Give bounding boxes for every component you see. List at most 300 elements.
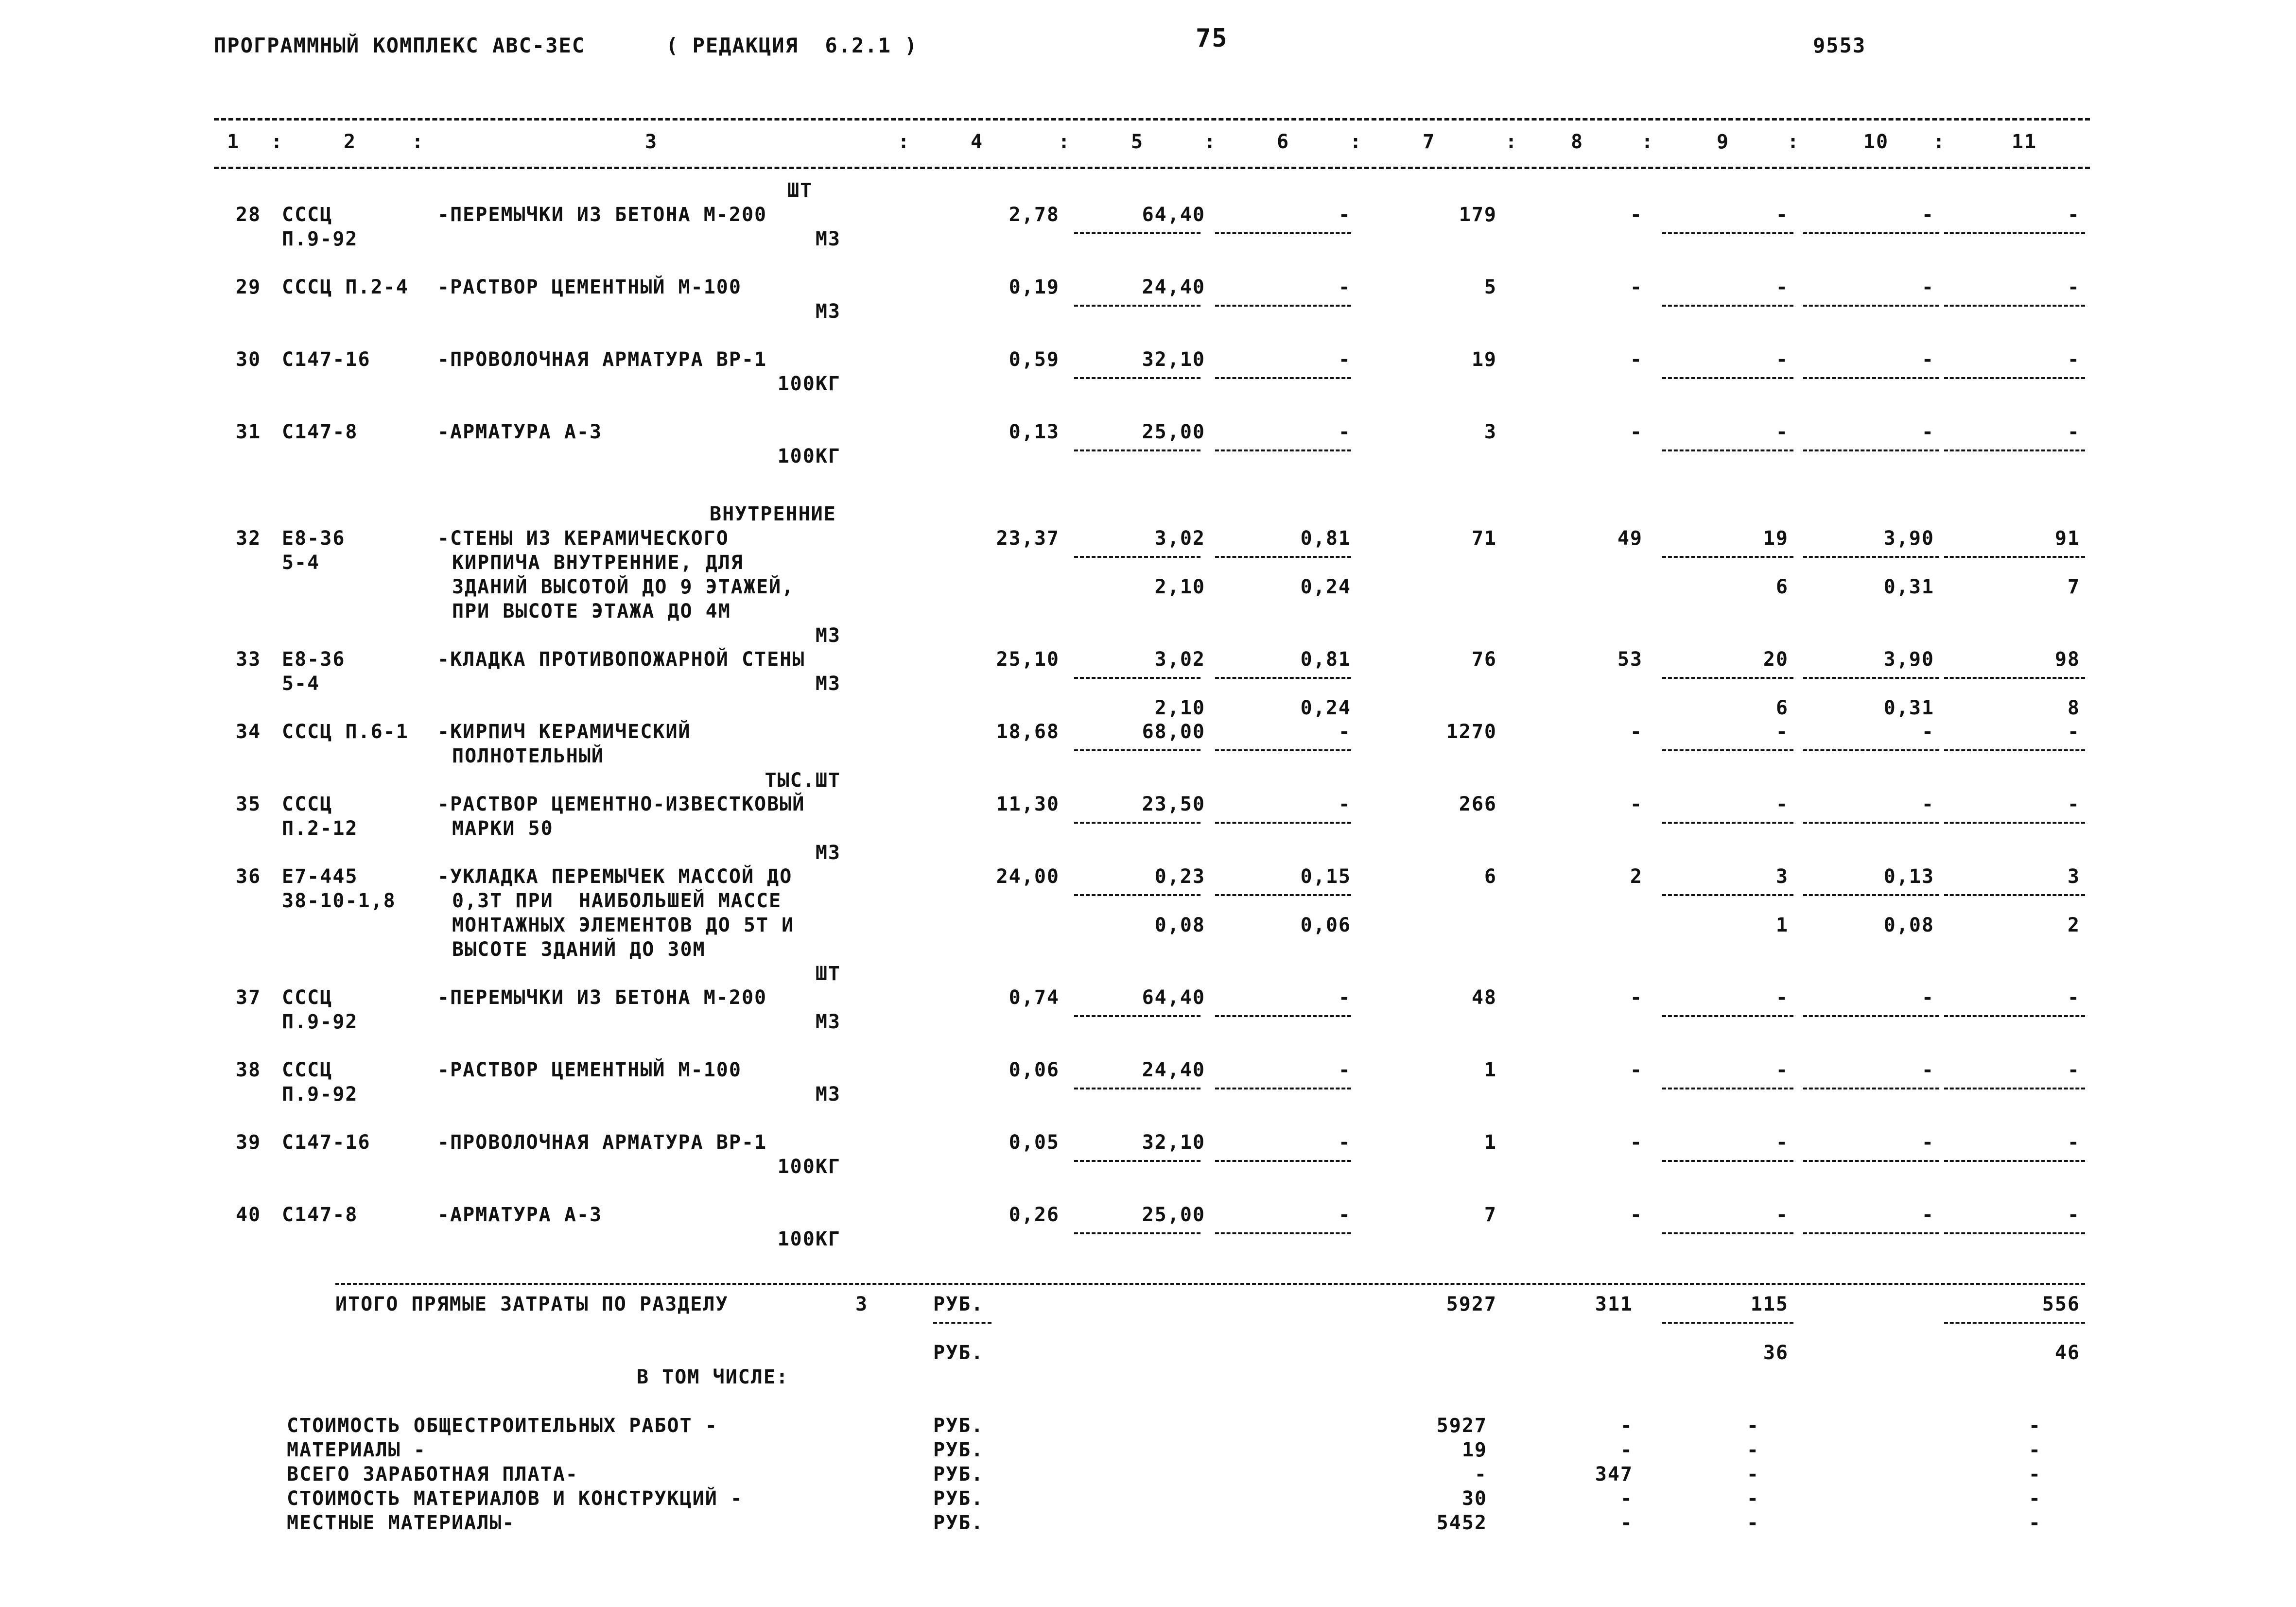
row-subrule	[1944, 822, 2085, 824]
column-header: 1	[226, 131, 240, 153]
row-cell-c5b: 2,10	[1154, 576, 1205, 598]
row-subrule	[1944, 894, 2085, 896]
row-unit: 100КГ	[777, 1228, 841, 1250]
row-subrule	[1662, 677, 1793, 679]
row-subrule	[1944, 1088, 2085, 1089]
row-cell-c11: -	[2067, 1059, 2080, 1081]
page-number: 75	[1196, 24, 1228, 53]
row-subrule	[1074, 1160, 1200, 1162]
summary-c8: -	[1620, 1487, 1633, 1510]
row-code: СССЦ	[282, 793, 333, 815]
row-subrule	[1074, 822, 1200, 824]
row-code: С147-8	[282, 421, 358, 443]
row-number: 33	[236, 648, 261, 671]
row-subrule	[1803, 677, 1939, 679]
row-description: -СТЕНЫ ИЗ КЕРАМИЧЕСКОГО	[437, 527, 729, 550]
row-cell-c6: -	[1338, 986, 1351, 1009]
row-subrule	[1074, 556, 1200, 558]
row-description: -УКЛАДКА ПЕРЕМЫЧЕК МАССОЙ ДО	[437, 865, 793, 888]
row-cell-c7: 76	[1471, 648, 1497, 671]
row-subrule	[1803, 1232, 1939, 1234]
row-cell-c10: -	[1921, 276, 1934, 298]
row-cell-c10: -	[1921, 348, 1934, 371]
row-cell-c8: -	[1630, 793, 1643, 815]
row-cell-c9b: 6	[1775, 576, 1789, 598]
row-description-line: МОНТАЖНЫХ ЭЛЕМЕНТОВ ДО 5Т И	[452, 914, 795, 936]
summary-c11: -	[2028, 1487, 2041, 1510]
row-subrule	[1215, 749, 1351, 751]
row-unit: М3	[815, 624, 841, 647]
row-cell-c9: -	[1775, 1131, 1789, 1154]
row-cell-c6: -	[1338, 348, 1351, 371]
totals-c11: 556	[2042, 1293, 2080, 1315]
totals-unit: РУБ.	[933, 1293, 984, 1315]
row-cell-c5: 3,02	[1154, 648, 1205, 671]
row-subrule	[1944, 1160, 2085, 1162]
row-cell-c11: -	[2067, 276, 2080, 298]
row-cell-c6: -	[1338, 1204, 1351, 1226]
row-code: С147-16	[282, 1131, 371, 1154]
row-number: 37	[236, 986, 261, 1009]
row-cell-c7: 1	[1484, 1059, 1497, 1081]
row-cell-c6: -	[1338, 793, 1351, 815]
row-subrule	[1662, 749, 1793, 751]
row-cell-c5: 68,00	[1142, 721, 1205, 743]
row-cell-c5: 32,10	[1142, 348, 1205, 371]
row-unit-top: ШТ	[787, 179, 813, 202]
edition: ( РЕДАКЦИЯ 6.2.1 )	[666, 34, 918, 57]
summary-unit: РУБ.	[933, 1415, 984, 1437]
row-cell-c7: 48	[1471, 986, 1497, 1009]
column-header: :	[1058, 131, 1071, 153]
totals-c11b: 46	[2054, 1342, 2080, 1364]
row-subrule	[1215, 1088, 1351, 1089]
row-cell-c11: -	[2067, 204, 2080, 226]
row-description: -ПЕРЕМЫЧКИ ИЗ БЕТОНА М-200	[437, 986, 767, 1009]
row-description-line: МАРКИ 50	[452, 817, 554, 840]
row-cell-c11: -	[2067, 721, 2080, 743]
row-cell-c11: -	[2067, 1131, 2080, 1154]
row-subrule	[1662, 1160, 1793, 1162]
program-title: ПРОГРАММНЫЙ КОМПЛЕКС АВС-3ЕС	[214, 34, 586, 57]
row-cell-c5: 3,02	[1154, 527, 1205, 550]
row-cell-c4: 0,26	[1009, 1204, 1060, 1226]
row-cell-c7: 179	[1459, 204, 1497, 226]
summary-c7: 30	[1461, 1487, 1487, 1510]
row-subrule	[1662, 556, 1793, 558]
row-subrule	[1662, 305, 1793, 307]
row-unit: ТЫС.ШТ	[765, 769, 841, 792]
row-cell-c10: -	[1921, 421, 1934, 443]
row-cell-c11: -	[2067, 1204, 2080, 1226]
totals-label: ИТОГО ПРЯМЫЕ ЗАТРАТЫ ПО РАЗДЕЛУ	[335, 1293, 729, 1315]
row-cell-c11: -	[2067, 793, 2080, 815]
row-subrule	[1944, 1232, 2085, 1234]
row-subrule	[1803, 449, 1939, 451]
row-code-secondary: П.2-12	[282, 817, 358, 840]
row-cell-c5: 23,50	[1142, 793, 1205, 815]
row-description-line: 0,3Т ПРИ НАИБОЛЬШЕЙ МАССЕ	[452, 890, 782, 912]
row-cell-c9: 19	[1763, 527, 1789, 550]
row-cell-c8: 49	[1617, 527, 1643, 550]
row-subrule	[1662, 232, 1793, 234]
row-cell-c9b: 6	[1775, 697, 1789, 719]
row-cell-c8: -	[1630, 721, 1643, 743]
row-cell-c5: 64,40	[1142, 204, 1205, 226]
row-description-line: КИРПИЧА ВНУТРЕННИЕ, ДЛЯ	[452, 552, 744, 574]
row-subrule	[1662, 822, 1793, 824]
row-description: -КЛАДКА ПРОТИВОПОЖАРНОЙ СТЕНЫ	[437, 648, 805, 671]
row-subrule	[1944, 749, 2085, 751]
summary-c9: -	[1746, 1512, 1759, 1534]
row-code: С147-16	[282, 348, 371, 371]
row-cell-c5: 64,40	[1142, 986, 1205, 1009]
row-description: -ПЕРЕМЫЧКИ ИЗ БЕТОНА М-200	[437, 204, 767, 226]
row-number: 34	[236, 721, 261, 743]
row-subrule	[1215, 232, 1351, 234]
row-cell-c7: 3	[1484, 421, 1497, 443]
row-code: С147-8	[282, 1204, 358, 1226]
row-cell-c11: 91	[2054, 527, 2080, 550]
summary-c11: -	[2028, 1439, 2041, 1461]
row-cell-c5: 25,00	[1142, 1204, 1205, 1226]
row-cell-c6b: 0,06	[1300, 914, 1351, 936]
document-code: 9553	[1813, 34, 1866, 57]
row-description: -АРМАТУРА А-3	[437, 1204, 603, 1226]
header-rule-bottom	[214, 167, 2090, 169]
row-subrule	[1662, 1088, 1793, 1089]
row-unit: 100КГ	[777, 373, 841, 395]
row-subrule	[1074, 449, 1200, 451]
totals-subrule	[1662, 1322, 1793, 1324]
row-cell-c9: -	[1775, 721, 1789, 743]
summary-label: СТОИМОСТЬ ОБЩЕСТРОИТЕЛЬНЫХ РАБОТ -	[287, 1415, 718, 1437]
row-subrule	[1803, 232, 1939, 234]
row-cell-c11: -	[2067, 986, 2080, 1009]
row-cell-c5: 0,23	[1154, 865, 1205, 888]
row-cell-c6: 0,81	[1300, 648, 1351, 671]
row-subrule	[1944, 1015, 2085, 1017]
row-cell-c9: -	[1775, 421, 1789, 443]
row-cell-c4: 0,59	[1009, 348, 1060, 371]
row-cell-c8: -	[1630, 421, 1643, 443]
row-subrule	[1803, 556, 1939, 558]
row-cell-c4: 0,74	[1009, 986, 1060, 1009]
row-code-secondary: 5-4	[282, 673, 320, 695]
row-cell-c8: -	[1630, 348, 1643, 371]
row-subrule	[1944, 449, 2085, 451]
row-cell-c9: 3	[1775, 865, 1789, 888]
row-cell-c5: 25,00	[1142, 421, 1205, 443]
summary-c7: 5927	[1436, 1415, 1487, 1437]
row-cell-c7: 1270	[1446, 721, 1497, 743]
summary-c8: -	[1620, 1512, 1633, 1534]
column-header: 10	[1863, 131, 1889, 153]
summary-label: МЕСТНЫЕ МАТЕРИАЛЫ-	[287, 1512, 515, 1534]
row-cell-c5b: 0,08	[1154, 914, 1205, 936]
row-number: 28	[236, 204, 261, 226]
row-cell-c7: 5	[1484, 276, 1497, 298]
row-cell-c8: -	[1630, 1059, 1643, 1081]
column-header: 4	[970, 131, 984, 153]
totals-c8: 311	[1595, 1293, 1633, 1315]
row-cell-c6: -	[1338, 421, 1351, 443]
row-subrule	[1944, 305, 2085, 307]
row-cell-c10: 3,90	[1883, 527, 1934, 550]
row-cell-c10: -	[1921, 1131, 1934, 1154]
row-cell-c8: -	[1630, 1131, 1643, 1154]
row-cell-c4: 2,78	[1009, 204, 1060, 226]
row-cell-c11b: 7	[2067, 576, 2080, 598]
header-rule-top	[214, 118, 2090, 121]
row-code-secondary: П.9-92	[282, 228, 358, 250]
row-subrule	[1803, 749, 1939, 751]
row-description-line: ЗДАНИЙ ВЫСОТОЙ ДО 9 ЭТАЖЕЙ,	[452, 576, 795, 598]
column-header: 3	[644, 131, 658, 153]
row-code: Е8-36	[282, 648, 346, 671]
row-cell-c6: -	[1338, 276, 1351, 298]
row-subrule	[1074, 232, 1200, 234]
row-cell-c10: -	[1921, 1059, 1934, 1081]
row-cell-c7: 1	[1484, 1131, 1497, 1154]
row-cell-c11: 3	[2067, 865, 2080, 888]
row-description: -ПРОВОЛОЧНАЯ АРМАТУРА ВР-1	[437, 1131, 767, 1154]
row-cell-c7: 19	[1471, 348, 1497, 371]
row-cell-c10: -	[1921, 721, 1934, 743]
totals-section: 3	[855, 1293, 869, 1315]
row-cell-c4: 0,05	[1009, 1131, 1060, 1154]
row-subrule	[1074, 377, 1200, 379]
row-subrule	[1944, 556, 2085, 558]
row-subrule	[1803, 822, 1939, 824]
row-number: 31	[236, 421, 261, 443]
row-code-secondary: П.9-92	[282, 1011, 358, 1033]
row-cell-c4: 18,68	[996, 721, 1060, 743]
row-cell-c7: 71	[1471, 527, 1497, 550]
row-cell-c10b: 0,31	[1883, 576, 1934, 598]
row-cell-c8: -	[1630, 204, 1643, 226]
row-number: 30	[236, 348, 261, 371]
row-cell-c10: -	[1921, 1204, 1934, 1226]
summary-c7: -	[1474, 1463, 1487, 1486]
column-header: 9	[1716, 131, 1730, 153]
row-subrule	[1074, 894, 1200, 896]
row-description-line: ВЫСОТЕ ЗДАНИЙ ДО 30М	[452, 938, 706, 961]
row-cell-c11b: 8	[2067, 697, 2080, 719]
summary-label: МАТЕРИАЛЫ -	[287, 1439, 426, 1461]
row-cell-c5: 24,40	[1142, 1059, 1205, 1081]
column-header: 11	[2011, 131, 2037, 153]
summary-c9: -	[1746, 1439, 1759, 1461]
row-cell-c10: 0,13	[1883, 865, 1934, 888]
row-description: -РАСТВОР ЦЕМЕНТНЫЙ М-100	[437, 1059, 742, 1081]
row-subrule	[1662, 449, 1793, 451]
row-cell-c10: -	[1921, 204, 1934, 226]
column-header: 5	[1131, 131, 1144, 153]
column-header: :	[1505, 131, 1518, 153]
row-subrule	[1803, 377, 1939, 379]
row-subrule	[1215, 449, 1351, 451]
row-description: -РАСТВОР ЦЕМЕНТНО-ИЗВЕСТКОВЫЙ	[437, 793, 805, 815]
row-cell-c10: -	[1921, 986, 1934, 1009]
row-cell-c4: 24,00	[996, 865, 1060, 888]
row-number: 40	[236, 1204, 261, 1226]
row-cell-c9: -	[1775, 986, 1789, 1009]
row-unit: М3	[815, 1083, 841, 1106]
row-cell-c4: 0,06	[1009, 1059, 1060, 1081]
row-unit: ШТ	[815, 963, 841, 985]
summary-c9: -	[1746, 1415, 1759, 1437]
row-subrule	[1215, 377, 1351, 379]
row-cell-c9b: 1	[1775, 914, 1789, 936]
summary-unit: РУБ.	[933, 1463, 984, 1486]
row-cell-c7: 6	[1484, 865, 1497, 888]
row-cell-c9: -	[1775, 1059, 1789, 1081]
row-subrule	[1215, 1015, 1351, 1017]
row-description: -ПРОВОЛОЧНАЯ АРМАТУРА ВР-1	[437, 348, 767, 371]
row-cell-c8: -	[1630, 986, 1643, 1009]
totals-subrule	[1944, 1322, 2085, 1324]
row-cell-c6: -	[1338, 1131, 1351, 1154]
row-unit: М3	[815, 673, 841, 695]
row-cell-c6: 0,81	[1300, 527, 1351, 550]
row-code: СССЦ П.6-1	[282, 721, 409, 743]
row-description: -КИРПИЧ КЕРАМИЧЕСКИЙ	[437, 721, 691, 743]
summary-c9: -	[1746, 1487, 1759, 1510]
row-cell-c11: -	[2067, 348, 2080, 371]
column-header: :	[1203, 131, 1217, 153]
row-subrule	[1215, 677, 1351, 679]
row-unit: М3	[815, 300, 841, 323]
row-cell-c7: 7	[1484, 1204, 1497, 1226]
row-subrule	[1074, 749, 1200, 751]
summary-unit: РУБ.	[933, 1439, 984, 1461]
summary-c8: -	[1620, 1439, 1633, 1461]
row-subrule	[1215, 1232, 1351, 1234]
row-cell-c8: 53	[1617, 648, 1643, 671]
row-description: -РАСТВОР ЦЕМЕНТНЫЙ М-100	[437, 276, 742, 298]
row-cell-c8: -	[1630, 1204, 1643, 1226]
summary-unit: РУБ.	[933, 1487, 984, 1510]
row-cell-c9: -	[1775, 276, 1789, 298]
row-unit: М3	[815, 842, 841, 864]
summary-c11: -	[2028, 1415, 2041, 1437]
row-cell-c11: -	[2067, 421, 2080, 443]
row-unit: М3	[815, 228, 841, 250]
row-subrule	[1074, 1232, 1200, 1234]
row-description: -АРМАТУРА А-3	[437, 421, 603, 443]
totals-rule	[335, 1283, 2085, 1285]
row-subrule	[1803, 1160, 1939, 1162]
row-subrule	[1662, 894, 1793, 896]
row-cell-c8: -	[1630, 276, 1643, 298]
row-code-secondary: 38-10-1,8	[282, 890, 396, 912]
row-description-line: ПОЛНОТЕЛЬНЫЙ	[452, 745, 604, 767]
row-code: СССЦ	[282, 986, 333, 1009]
row-subrule	[1215, 305, 1351, 307]
row-cell-c6b: 0,24	[1300, 576, 1351, 598]
row-number: 39	[236, 1131, 261, 1154]
row-code: СССЦ	[282, 204, 333, 226]
summary-label: ВСЕГО ЗАРАБОТНАЯ ПЛАТА-	[287, 1463, 578, 1486]
row-cell-c6: -	[1338, 721, 1351, 743]
row-subrule	[1803, 1088, 1939, 1089]
row-cell-c8: 2	[1630, 865, 1643, 888]
row-code: СССЦ	[282, 1059, 333, 1081]
totals-c9b: 36	[1763, 1342, 1789, 1364]
row-subrule	[1215, 894, 1351, 896]
row-number: 38	[236, 1059, 261, 1081]
row-subrule	[1944, 677, 2085, 679]
row-subrule	[1215, 556, 1351, 558]
row-number: 29	[236, 276, 261, 298]
row-cell-c7: 266	[1459, 793, 1497, 815]
row-cell-c5: 32,10	[1142, 1131, 1205, 1154]
column-header: 7	[1422, 131, 1436, 153]
row-description-prefix: ВНУТРЕННИЕ	[710, 503, 836, 525]
row-subrule	[1662, 1232, 1793, 1234]
summary-c11: -	[2028, 1463, 2041, 1486]
summary-c7: 19	[1461, 1439, 1487, 1461]
row-subrule	[1662, 377, 1793, 379]
row-subrule	[1215, 1160, 1351, 1162]
row-cell-c9: -	[1775, 204, 1789, 226]
row-subrule	[1944, 232, 2085, 234]
row-code-secondary: П.9-92	[282, 1083, 358, 1106]
row-number: 35	[236, 793, 261, 815]
column-header: :	[897, 131, 911, 153]
row-subrule	[1944, 377, 2085, 379]
summary-c8: -	[1620, 1415, 1633, 1437]
row-cell-c9: -	[1775, 348, 1789, 371]
row-cell-c4: 11,30	[996, 793, 1060, 815]
row-number: 36	[236, 865, 261, 888]
column-header: :	[1787, 131, 1800, 153]
row-cell-c11b: 2	[2067, 914, 2080, 936]
column-header: :	[1349, 131, 1363, 153]
row-cell-c5: 24,40	[1142, 276, 1205, 298]
row-description-line: ПРИ ВЫСОТЕ ЭТАЖА ДО 4М	[452, 600, 731, 622]
row-cell-c4: 0,13	[1009, 421, 1060, 443]
row-cell-c9: -	[1775, 1204, 1789, 1226]
row-number: 32	[236, 527, 261, 550]
including-label: В ТОМ ЧИСЛЕ:	[637, 1366, 789, 1388]
row-code-secondary: 5-4	[282, 552, 320, 574]
row-code: СССЦ П.2-4	[282, 276, 409, 298]
row-subrule	[1215, 822, 1351, 824]
column-header: :	[270, 131, 284, 153]
row-subrule	[1074, 677, 1200, 679]
row-unit: 100КГ	[777, 1156, 841, 1178]
column-header: :	[1932, 131, 1946, 153]
row-cell-c10: -	[1921, 793, 1934, 815]
summary-c8: 347	[1595, 1463, 1633, 1486]
row-cell-c9: -	[1775, 793, 1789, 815]
totals-subrule	[933, 1322, 991, 1324]
summary-label: СТОИМОСТЬ МАТЕРИАЛОВ И КОНСТРУКЦИЙ -	[287, 1487, 743, 1510]
row-cell-c6: -	[1338, 1059, 1351, 1081]
row-cell-c4: 23,37	[996, 527, 1060, 550]
row-code: Е8-36	[282, 527, 346, 550]
totals-unit: РУБ.	[933, 1342, 984, 1364]
row-unit: М3	[815, 1011, 841, 1033]
row-cell-c10b: 0,31	[1883, 697, 1934, 719]
column-header: 8	[1570, 131, 1584, 153]
summary-c9: -	[1746, 1463, 1759, 1486]
row-cell-c11: 98	[2054, 648, 2080, 671]
row-cell-c5b: 2,10	[1154, 697, 1205, 719]
summary-c11: -	[2028, 1512, 2041, 1534]
